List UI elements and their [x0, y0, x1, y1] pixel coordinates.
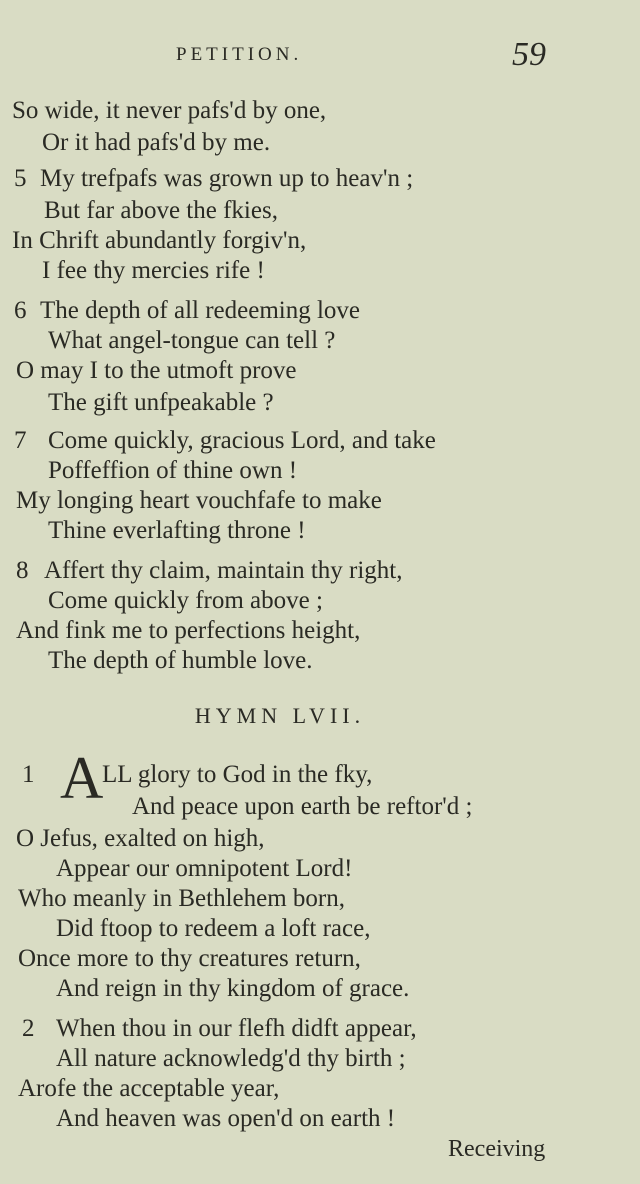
verse-line: In Chrift abundantly forgiv'n, — [12, 227, 307, 254]
stanza-number: 8 — [16, 557, 29, 584]
verse-line: Who meanly in Bethlehem born, — [18, 885, 346, 912]
stanza-number: 6 — [14, 297, 27, 324]
verse-line: O Jefus, exalted on high, — [16, 825, 265, 852]
verse-line: I fee thy mercies rife ! — [42, 257, 265, 284]
verse-line: Or it had pafs'd by me. — [42, 129, 271, 156]
hymn-title: HYMN LVII. — [194, 703, 366, 728]
catchword: Receiving — [448, 1136, 546, 1162]
verse-line: Come quickly, gracious Lord, and take — [48, 427, 436, 454]
verse-line: Appear our omnipotent Lord! — [56, 855, 353, 882]
verse-line: My longing heart vouchfafe to make — [16, 487, 382, 514]
verse-line: The gift unfpeakable ? — [48, 389, 274, 416]
verse-line: My trefpafs was grown up to heav'n ; — [40, 165, 414, 192]
stanza-number: 5 — [14, 165, 27, 192]
verse-line: LL glory to God in the fky, — [102, 761, 373, 788]
verse-line: Thine everlafting throne ! — [48, 517, 306, 544]
verse-line: All nature acknowledg'd thy birth ; — [56, 1045, 406, 1072]
verse-line: The depth of all redeeming love — [40, 297, 361, 324]
verse-line: Affert thy claim, maintain thy right, — [44, 557, 403, 584]
verse-line: Arofe the acceptable year, — [18, 1075, 280, 1102]
stanza-number: 1 — [22, 761, 35, 788]
verse-line: Once more to thy creatures return, — [18, 945, 361, 972]
verse-line: O may I to the utmoft prove — [16, 357, 297, 384]
verse-line: But far above the fkies, — [44, 197, 278, 224]
verse-line: And fink me to perfections height, — [16, 617, 361, 644]
running-head: PETITION. — [176, 44, 303, 65]
verse-line: So wide, it never pafs'd by one, — [12, 97, 327, 124]
verse-line: The depth of humble love. — [48, 647, 313, 674]
page-header — [0, 38, 640, 78]
stanza-number: 2 — [22, 1015, 35, 1042]
verse-line: And reign in thy kingdom of grace. — [56, 975, 410, 1002]
verse-line: And peace upon earth be reftor'd ; — [132, 793, 473, 820]
verse-line: And heaven was open'd on earth ! — [56, 1105, 396, 1132]
verse-line: Come quickly from above ; — [48, 587, 323, 614]
page-number: 59 — [512, 36, 546, 73]
verse-line: What angel-tongue can tell ? — [48, 327, 336, 354]
verse-line: When thou in our flefh didft appear, — [56, 1015, 417, 1042]
drop-cap: A — [60, 745, 104, 811]
stanza-number: 7 — [14, 427, 27, 454]
verse-line: Did ftoop to redeem a loft race, — [56, 915, 371, 942]
verse-line: Poffeffion of thine own ! — [48, 457, 298, 484]
